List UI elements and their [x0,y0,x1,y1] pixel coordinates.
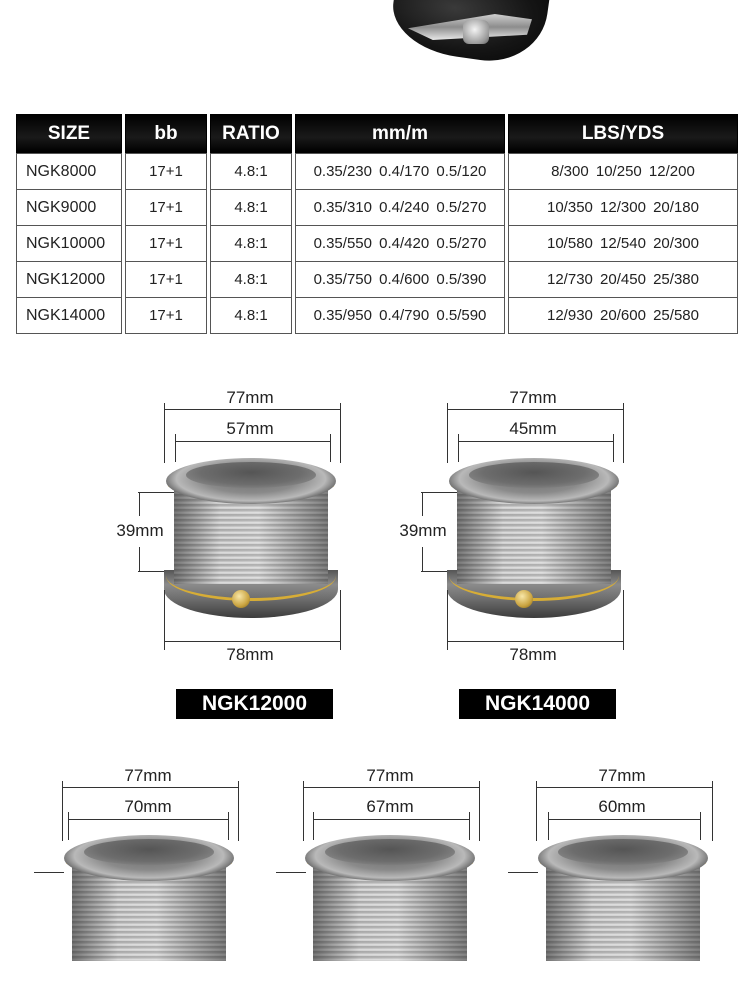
cell-size: NGK8000 [16,153,122,190]
header-lbs: LBS/YDS [508,114,738,153]
dim-height: 39mm [116,521,164,540]
dim-top-inner: 57mm [226,419,274,438]
handle-knob-bolt [463,20,489,44]
dim-top-inner: 45mm [509,419,557,438]
dim-line [68,819,228,820]
dim-bottom: 78mm [226,645,274,664]
dim-line [175,441,330,442]
dim-line [447,403,448,463]
dim-line [303,781,304,841]
cell-size: NGK10000 [16,226,122,262]
dim-line [623,590,624,650]
cell-ratio: 4.8:1 [210,262,292,298]
dim-line [508,872,538,873]
dim-line [536,781,537,841]
cell-bb: 17+1 [125,226,207,262]
cell-mm: 0.35/550 0.4/420 0.5/270 [295,226,505,262]
cell-mm: 0.35/750 0.4/600 0.5/390 [295,262,505,298]
model-label-ngk12000: NGK12000 [176,689,333,719]
spool-image [164,458,340,618]
cell-lbs: 12/730 20/450 25/380 [508,262,738,298]
dim-line [422,547,423,571]
dim-line [712,781,713,841]
dim-top-inner: 67mm [366,797,414,816]
cell-bb: 17+1 [125,153,207,190]
cell-lbs: 8/300 10/250 12/200 [508,153,738,190]
dim-line [447,409,623,410]
cell-bb: 17+1 [125,190,207,226]
dim-height: 39mm [399,521,447,540]
dim-line [164,409,340,410]
dim-line [62,787,238,788]
cell-bb: 17+1 [125,298,207,334]
dim-bottom: 78mm [509,645,557,664]
dim-top-inner: 60mm [598,797,646,816]
dim-line [422,492,423,516]
cell-mm: 0.35/310 0.4/240 0.5/270 [295,190,505,226]
dim-line [623,403,624,463]
dim-top-outer: 77mm [226,388,274,407]
header-size: SIZE [16,114,122,153]
cell-ratio: 4.8:1 [210,226,292,262]
dim-line [548,819,700,820]
dim-line [447,641,623,642]
dim-line [276,872,306,873]
model-label-ngk14000: NGK14000 [459,689,616,719]
dim-line [303,787,479,788]
dim-top-outer: 77mm [124,766,172,785]
spec-table-header [16,114,738,153]
dim-line [139,547,140,571]
spec-table [13,114,741,334]
table-row [16,226,738,262]
dim-line [340,590,341,650]
dim-line [238,781,239,841]
dim-line [340,403,341,463]
spool-image [62,835,238,995]
cell-ratio: 4.8:1 [210,153,292,190]
table-row [16,298,738,334]
header-ratio: RATIO [210,114,292,153]
cell-size: NGK14000 [16,298,122,334]
cell-mm: 0.35/950 0.4/790 0.5/590 [295,298,505,334]
table-row [16,262,738,298]
header-mm: mm/m [295,114,505,153]
dim-line [479,781,480,841]
spool-image [536,835,712,995]
dim-top-inner: 70mm [124,797,172,816]
spool-image [447,458,623,618]
dim-line [139,492,140,516]
cell-lbs: 10/350 12/300 20/180 [508,190,738,226]
dim-line [164,641,340,642]
dim-line [313,819,469,820]
cell-ratio: 4.8:1 [210,298,292,334]
spool-image [303,835,479,995]
cell-lbs: 10/580 12/540 20/300 [508,226,738,262]
cell-ratio: 4.8:1 [210,190,292,226]
dim-top-outer: 77mm [509,388,557,407]
cell-bb: 17+1 [125,262,207,298]
cell-mm: 0.35/230 0.4/170 0.5/120 [295,153,505,190]
dim-line [34,872,64,873]
cell-lbs: 12/930 20/600 25/580 [508,298,738,334]
dim-line [458,441,613,442]
cell-size: NGK12000 [16,262,122,298]
header-bb: bb [125,114,207,153]
dim-line [62,781,63,841]
table-row [16,153,738,190]
dim-line [164,403,165,463]
dim-top-outer: 77mm [366,766,414,785]
dim-top-outer: 77mm [598,766,646,785]
table-row [16,190,738,226]
cell-size: NGK9000 [16,190,122,226]
dim-line [536,787,712,788]
